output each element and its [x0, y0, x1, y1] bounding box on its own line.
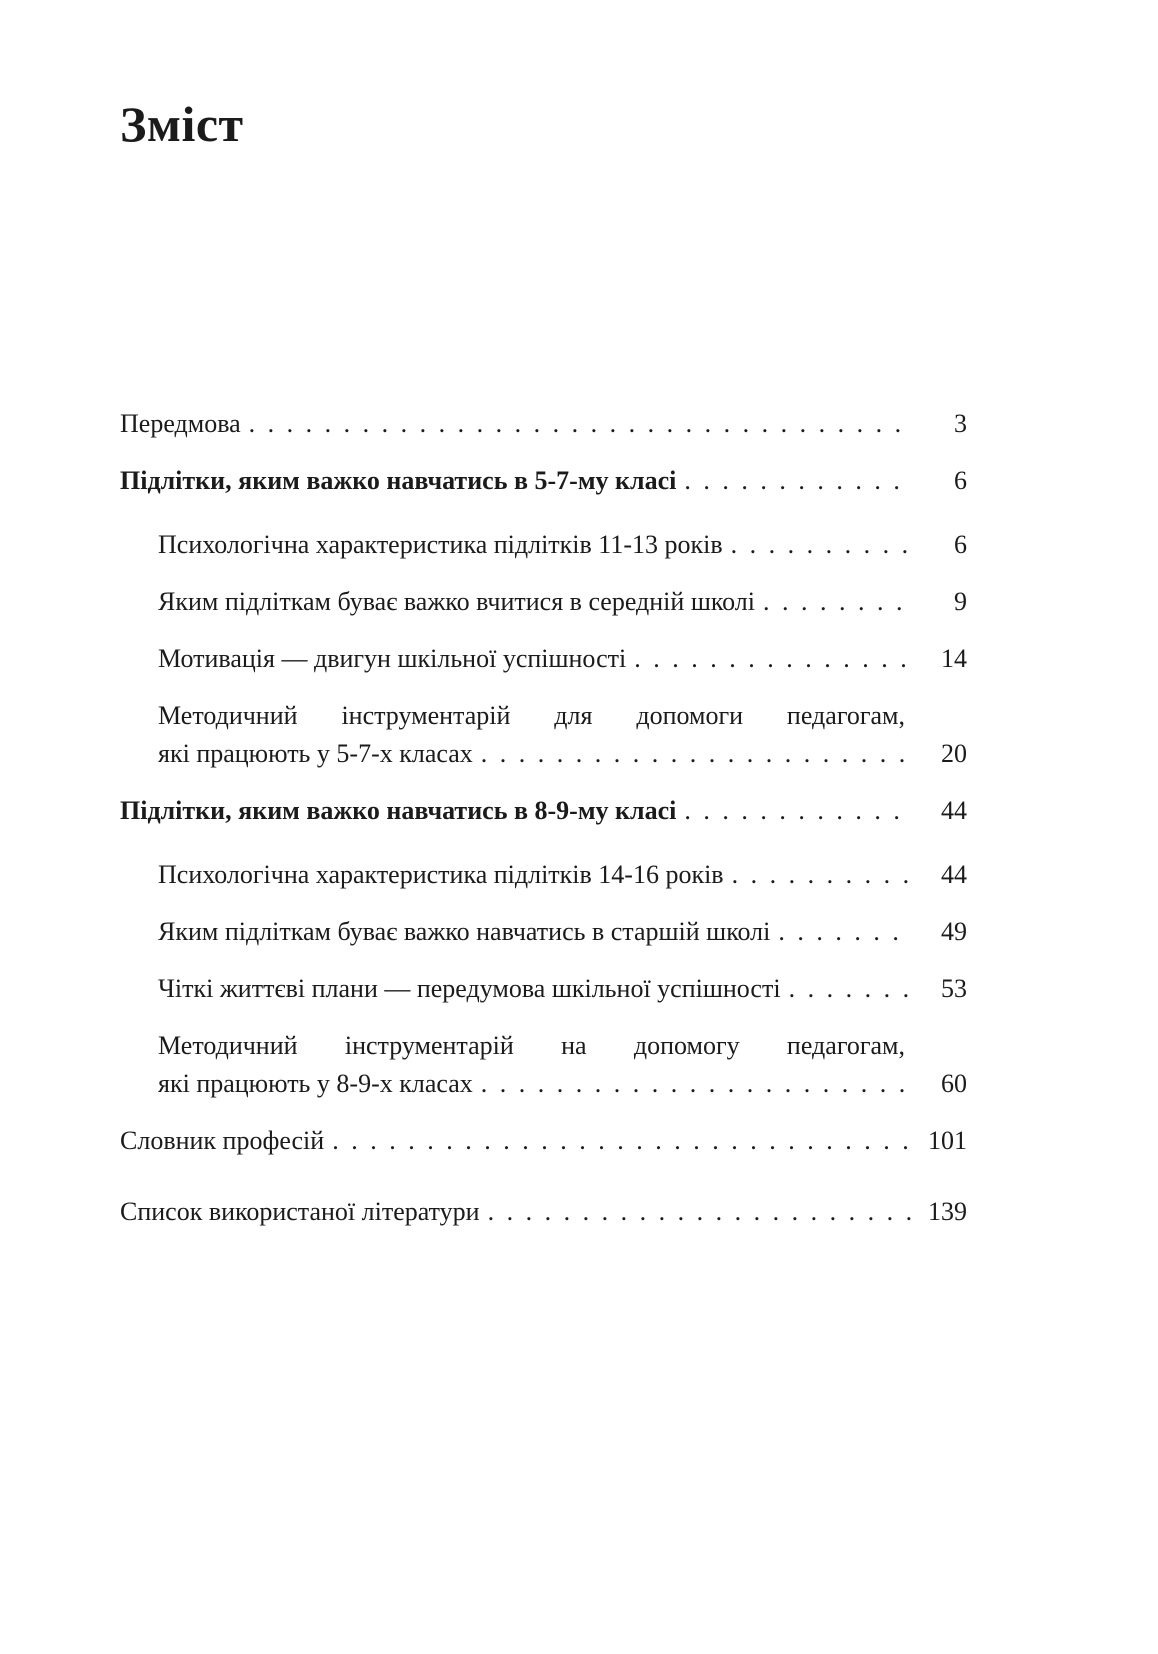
page-title: Зміст — [120, 96, 244, 152]
dot-leader — [778, 915, 911, 948]
toc-entry-label: Передмова — [120, 409, 241, 438]
dot-leader — [481, 1067, 911, 1100]
dot-leader — [488, 1195, 911, 1228]
toc-entry-row — [158, 737, 967, 770]
toc-entry-label: які працюють у 5-7-х класах — [158, 739, 473, 768]
toc-entry-page-number: 53 — [941, 974, 967, 1003]
toc-entry-row — [158, 858, 967, 891]
dot-leader — [332, 1124, 911, 1157]
toc-entry-label: Мотивація — двигун шкільної успішності — [158, 644, 627, 673]
toc-entry-row — [158, 585, 967, 618]
dot-leader — [732, 858, 911, 891]
dot-leader — [634, 642, 911, 675]
toc-entry-row — [158, 642, 967, 675]
toc-entry-row — [158, 972, 967, 1005]
toc-entry-line1: Методичний інструментарій на допомогу педагогам, — [158, 1031, 905, 1060]
toc-entry-label: Словник професій — [120, 1126, 325, 1155]
toc-entry-page-number: 14 — [941, 644, 967, 673]
dot-leader — [684, 794, 911, 827]
toc-entry-page-number: 44 — [941, 796, 967, 825]
toc-entry-page-number: 60 — [941, 1069, 967, 1098]
toc-entry-row — [158, 1067, 967, 1100]
toc-entry — [120, 972, 967, 1005]
toc-entry-label: Яким підліткам буває важко навчатись в старшій школі — [158, 917, 771, 946]
toc-entry — [120, 1195, 967, 1228]
toc-entry-row — [120, 464, 967, 497]
toc-entry-page-number: 6 — [954, 530, 967, 559]
toc-entry-page-number: 20 — [941, 739, 967, 768]
toc-section-entry — [120, 464, 967, 497]
toc-entry-label: які працюють у 8-9-х класах — [158, 1069, 473, 1098]
toc-entry — [120, 585, 967, 618]
toc-entry-label: Підлітки, яким важко навчатись в 8-9-му класі — [120, 796, 677, 825]
toc-entry-label: Психологічна характеристика підлітків 14-16 років — [158, 860, 724, 889]
toc-entry-page-number: 44 — [941, 860, 967, 889]
toc-entry-row — [120, 794, 967, 827]
dot-leader — [789, 972, 911, 1005]
toc-entry-label: Яким підліткам буває важко вчитися в середній школі — [158, 587, 756, 616]
dot-leader — [684, 464, 911, 497]
toc-entry — [120, 1029, 967, 1100]
toc-entry-page-number: 3 — [954, 409, 967, 438]
toc-entry — [120, 858, 967, 891]
toc-entry-row — [158, 915, 967, 948]
toc-entry-label: Психологічна характеристика підлітків 11-13 років — [158, 530, 723, 559]
toc-entry-page-number: 139 — [928, 1197, 967, 1226]
toc-entry-row — [120, 407, 967, 440]
toc-entry-page-number: 49 — [941, 917, 967, 946]
toc-section-entry — [120, 794, 967, 827]
toc-entry — [120, 642, 967, 675]
dot-leader — [249, 407, 911, 440]
toc-entry-row — [120, 1124, 967, 1157]
dot-leader — [731, 528, 911, 561]
toc-entry — [120, 915, 967, 948]
toc-entry-row — [158, 528, 967, 561]
dot-leader — [763, 585, 911, 618]
toc-entry-page-number: 6 — [954, 466, 967, 495]
toc-entry-label: Чіткі життєві плани — передумова шкільної успішності — [158, 974, 781, 1003]
table-of-contents — [120, 407, 967, 1228]
toc-entry-label: Підлітки, яким важко навчатись в 5-7-му класі — [120, 466, 677, 495]
dot-leader — [481, 737, 911, 770]
toc-entry-line1: Методичний інструментарій для допомоги педагогам, — [158, 701, 905, 730]
toc-entry — [120, 407, 967, 440]
toc-entry — [120, 528, 967, 561]
toc-entry-row — [120, 1195, 967, 1228]
toc-entry — [120, 1124, 967, 1157]
toc-entry — [120, 699, 967, 770]
toc-entry-page-number: 9 — [954, 587, 967, 616]
toc-entry-label: Список використаної літератури — [120, 1197, 480, 1226]
toc-entry-page-number: 101 — [928, 1126, 967, 1155]
